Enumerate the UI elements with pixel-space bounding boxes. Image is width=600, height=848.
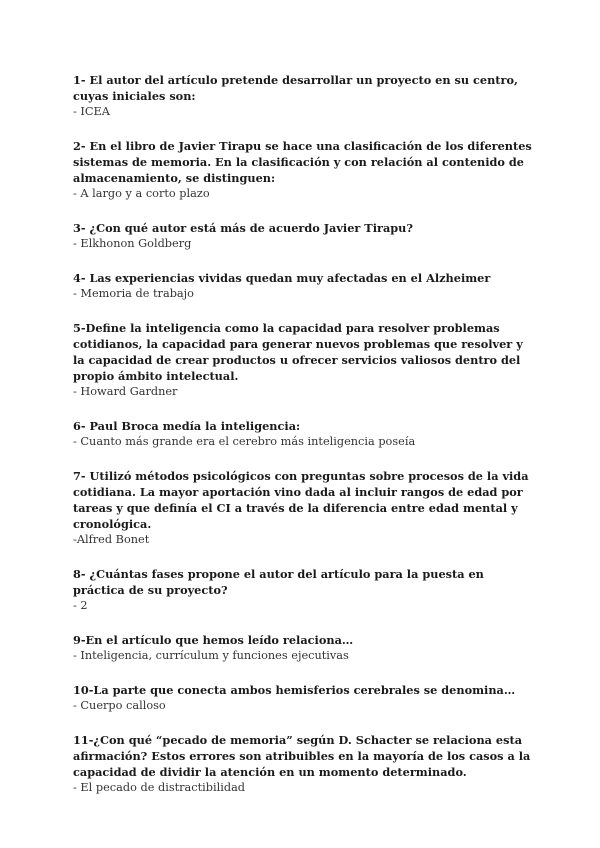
answer-9: - Inteligencia, currículum y funciones ejecutivas <box>73 649 349 662</box>
question-5: 5-Define la inteligencia como la capacidad para resolver problemas cotidianos, la capacidad para generar nuevos problemas que resolver y la capacidad de crear productos u ofrecer servicios valiosos dentro del propio ámbito intelectual. <box>73 321 523 383</box>
question-1: 1- El autor del artículo pretende desarrollar un proyecto en su centro, cuyas iniciales son: <box>73 73 518 103</box>
question-10: 10-La parte que conecta ambos hemisferios cerebrales se denomina… <box>73 683 516 697</box>
answer-3: - Elkhonon Goldberg <box>73 237 192 250</box>
qa-item-4 <box>73 270 533 302</box>
question-3: 3- ¿Con qué autor está más de acuerdo Javier Tirapu? <box>73 221 413 235</box>
document-page <box>73 72 533 814</box>
answer-10: - Cuerpo calloso <box>73 699 166 712</box>
qa-item-9 <box>73 632 533 664</box>
qa-item-11 <box>73 732 533 796</box>
question-11: 11-¿Con qué “pecado de memoria” según D. Schacter se relaciona esta afirmación? Estos errores son atribuibles en la mayoría de los casos a la capacidad de dividir la atención en un momento determinado. <box>73 733 531 779</box>
question-4: 4- Las experiencias vividas quedan muy afectadas en el Alzheimer <box>73 271 491 285</box>
answer-7: -Alfred Bonet <box>73 533 150 546</box>
question-6: 6- Paul Broca medía la inteligencia: <box>73 419 301 433</box>
qa-item-10 <box>73 682 533 714</box>
question-2: 2- En el libro de Javier Tirapu se hace una clasificación de los diferentes sistemas de memoria. En la clasificación y con relación al contenido de almacenamiento, se distinguen: <box>73 139 532 185</box>
question-7: 7- Utilizó métodos psicológicos con preguntas sobre procesos de la vida cotidiana. La mayor aportación vino dada al incluir rangos de edad por tareas y que definía el CI a través de la diferencia entre edad mental y cronológica. <box>73 469 529 531</box>
qa-item-1 <box>73 72 533 120</box>
answer-8: - 2 <box>73 599 88 612</box>
answer-2: - A largo y a corto plazo <box>73 187 210 200</box>
qa-item-8 <box>73 566 533 614</box>
answer-6: - Cuanto más grande era el cerebro más inteligencia poseía <box>73 435 416 448</box>
answer-11: - El pecado de distractibilidad <box>73 781 246 794</box>
qa-item-5 <box>73 320 533 400</box>
qa-item-2 <box>73 138 533 202</box>
qa-item-6 <box>73 418 533 450</box>
question-9: 9-En el artículo que hemos leído relaciona… <box>73 633 354 647</box>
answer-4: - Memoria de trabajo <box>73 287 194 300</box>
answer-1: - ICEA <box>73 105 110 118</box>
qa-item-3 <box>73 220 533 252</box>
question-8: 8- ¿Cuántas fases propone el autor del artículo para la puesta en práctica de su proyecto? <box>73 567 484 597</box>
answer-5: - Howard Gardner <box>73 385 178 398</box>
qa-item-7 <box>73 468 533 548</box>
